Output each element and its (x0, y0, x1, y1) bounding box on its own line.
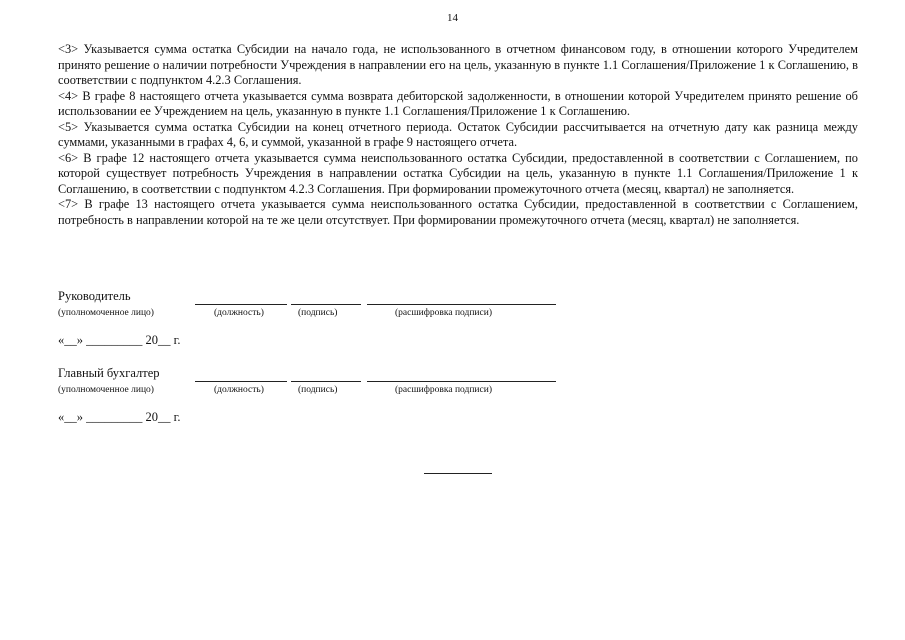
footer-separator (424, 473, 492, 474)
head-role-caption: (уполномоченное лицо) (58, 308, 154, 318)
accountant-position-line (195, 381, 287, 382)
footnotes (58, 42, 858, 228)
head-position-line (195, 304, 287, 305)
head-date-line: «__» _________ 20__ г. (58, 333, 181, 347)
head-position-caption: (должность) (214, 308, 264, 318)
accountant-role-label: Главный бухгалтер (58, 366, 160, 380)
head-signature-line (291, 304, 361, 305)
head-decoding-line (367, 304, 556, 305)
accountant-decoding-line (367, 381, 556, 382)
head-decoding-caption: (расшифровка подписи) (395, 308, 492, 318)
head-signature-caption: (подпись) (298, 308, 338, 318)
footnote-6: <6> В графе 12 настоящего отчета указывается сумма неиспользованного остатка Субсидии, предоставленной в соответствии с Соглашением, по которой существует потребность Учреждения в направлении остатка Субсидии на цель, указанную в пункте 1.1 Соглашения/Приложение 1 к Соглашению, в соответствии с подпунктом 4.2.3 Соглашения. При формировании промежуточного отчета (месяц, квартал) не заполняется. (58, 150, 858, 196)
footnote-7: <7> В графе 13 настоящего отчета указывается сумма неиспользованного остатка Субсидии, предоставленной в соответствии с Соглашением, потребность в направлении которой на те же цели отсутствует. При формировании промежуточного отчета (месяц, квартал) не заполняется. (58, 197, 858, 227)
accountant-signature-caption: (подпись) (298, 385, 338, 395)
page-number: 14 (447, 12, 458, 24)
footnote-3: <3> Указывается сумма остатка Субсидии на начало года, не использованного в отчетном финансовом году, в отношении которого Учредителем принято решение о наличии потребности Учреждения в направлении его на цель, указанную в пункте 1.1 Соглашения/Приложение 1 к Соглашению, в соответствии с подпунктом 4.2.3 Соглашения. (58, 42, 858, 87)
accountant-role-caption: (уполномоченное лицо) (58, 385, 154, 395)
accountant-decoding-caption: (расшифровка подписи) (395, 385, 492, 395)
head-signature-block (58, 289, 578, 319)
accountant-position-caption: (должность) (214, 385, 264, 395)
accountant-signature-line (291, 381, 361, 382)
head-role-label: Руководитель (58, 289, 131, 303)
accountant-date-line: «__» _________ 20__ г. (58, 410, 181, 424)
accountant-signature-block (58, 366, 578, 396)
footnote-5: <5> Указывается сумма остатка Субсидии на конец отчетного периода. Остаток Субсидии рассчитывается на отчетную дату как разница между суммами, указанными в графах 4, 6, и суммой, указанной в графе 9 настоящего отчета. (58, 119, 858, 149)
footnote-4: <4> В графе 8 настоящего отчета указывается сумма возврата дебиторской задолженности, в отношении которой Учредителем принято решение об использовании ее Учреждением на цель, указанную в пункте 1.1 Соглашения/Приложение 1 к Соглашению. (58, 88, 858, 118)
